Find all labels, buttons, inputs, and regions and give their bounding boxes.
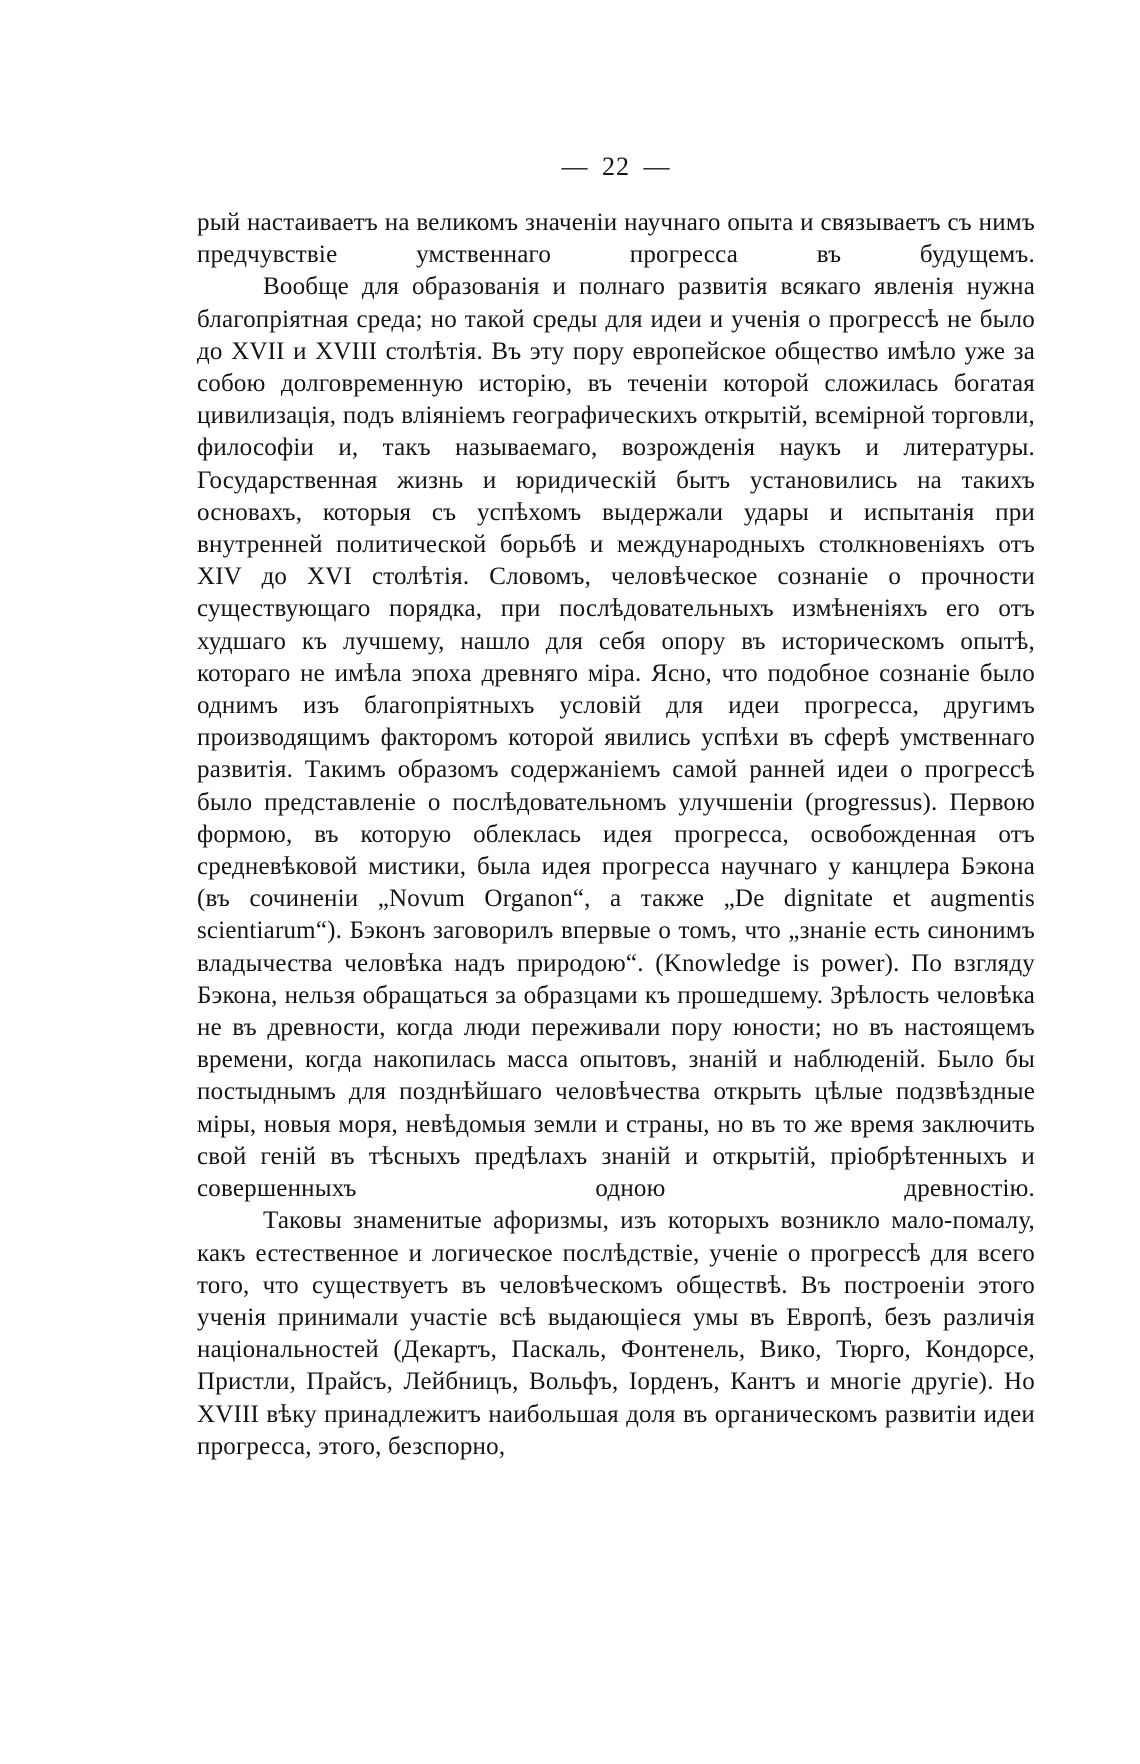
paragraph-famous-aphorisms: Таковы знаменитые афоризмы, изъ которыхъ возникло мало-помалу, какъ естественное и логическое послѣдствіе, ученіе о прогрессѣ для всего того, что существуетъ въ человѣческомъ обществѣ. Въ построеніи этого ученія принимали участіе всѣ выдающіеся умы въ Европѣ, безъ различія національностей (Декартъ, Паскаль, Фонтенель, Викo, Тюрго, Кондорсе, Пристли, Прайсъ, Лейбницъ, Вольфъ, Іорденъ, Кантъ и многіе другіе). Но XVIII вѣку принадлежитъ наибольшая доля въ органическомъ развитіи идеи прогресса, этого, безспорно, <box>197 1207 1035 1460</box>
body-text <box>197 207 1035 1463</box>
paragraph-progress-environment: Вообще для образованія и полнаго развитія всякаго явленія нужна благопріятная среда; но такой среды для идеи и ученія о прогрессѣ не было до XVII и XVIII столѣтія. Въ эту пору европейское общество имѣло уже за собою долговременную исторію, въ теченіи которой сложилась богатая цивилизація, подъ вліяніемъ географическихъ открытій, всемірной торговли, философіи и, такъ называемаго, возрожденія наукъ и литературы. Государственная жизнь и юридическій бытъ установились на такихъ основахъ, которыя съ успѣхомъ выдержали удары и испытанія при внутренней политической борьбѣ и международныхъ столкновеніяхъ отъ XIV до XVI столѣтія. Словомъ, человѣческое сознаніе о прочности существующаго порядка, при послѣдовательныхъ измѣненіяхъ его отъ худшаго къ лучшему, нашло для себя опору въ историческомъ опытѣ, котораго не имѣла эпоха древняго міра. Ясно, что подобное сознаніе было однимъ изъ благопріятныхъ условій для идеи прогресса, другимъ производящимъ факторомъ которой явились успѣхи въ сферѣ умственнаго развитія. Такимъ образомъ содержаніемъ самой ранней идеи о прогрессѣ было представленіе о послѣдовательномъ улучшеніи (progressus). Первою формою, въ которую облеклась идея прогресса, освобожденная отъ средневѣковой мистики, была идея прогресса научнаго у канцлера Бэкона (въ сочиненіи „Novum Organon“, а также „De dignitate et augmentis scientiarum“). Бэконъ заговорилъ впервые о томъ, что „знаніе есть синонимъ владычества человѣка надъ природою“. (Knowledge is power). По взгляду Бэкона, нельзя обращаться за образцами къ прошедшему. Зрѣлость человѣка не въ древности, когда люди переживали пору юности; но въ настоящемъ времени, когда накопилась масса опытовъ, знаній и наблюденій. Было бы постыднымъ для позднѣйшаго человѣчества открыть цѣлые подзвѣздные міры, новыя моря, невѣдомыя земли и страны, но въ то же время заключить свой геній въ тѣсныхъ предѣлахъ знаній и открытій, пріобрѣтенныхъ и совершенныхъ одною древностію. <box>197 273 1035 1203</box>
page-number: — 22 — <box>561 152 671 181</box>
paragraph-continuation: рый настаиваетъ на великомъ значеніи научнаго опыта и связываетъ съ нимъ предчувствіе умственнаго прогресса въ будущемъ. <box>197 209 1035 269</box>
